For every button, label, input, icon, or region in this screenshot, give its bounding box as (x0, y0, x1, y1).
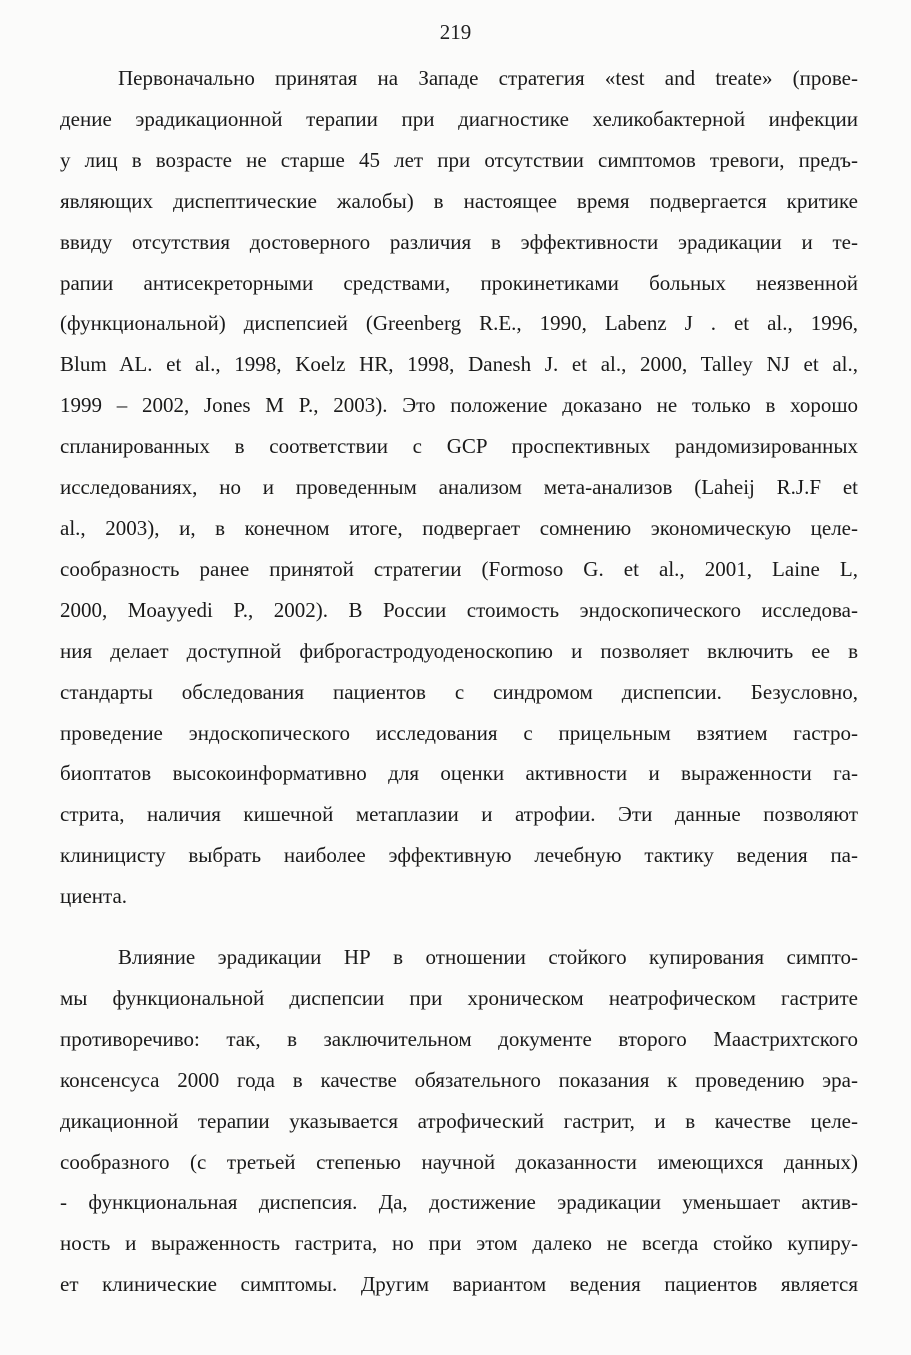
text-line: противоречиво: так, в заключительном документе второго Маастрихтского (60, 1026, 858, 1051)
text-line: проведение эндоскопического исследования с прицельным взятием гастро- (60, 720, 858, 745)
text-line: ность и выраженность гастрита, но при этом далеко не всегда стойко купиру- (60, 1231, 858, 1256)
text-line: - функциональная диспепсия. Да, достижение эрадикации уменьшает актив- (60, 1190, 858, 1215)
text-line: исследованиях, но и проведенным анализом мета-анализов (Laheij R.J.F et (60, 475, 858, 500)
text-line: являющих диспептические жалобы) в настоящее время подвергается критике (60, 188, 858, 213)
text-line: ния делает доступной фиброгастродуоденоскопию и позволяет включить ее в (60, 638, 858, 663)
text-line: Blum AL. et al., 1998, Koelz HR, 1998, Danesh J. et al., 2000, Talley NJ et al., (60, 352, 858, 377)
text-line: (функциональной) диспепсией (Greenberg R.E., 1990, Labenz J . et al., 1996, (60, 311, 858, 336)
text-line: мы функциональной диспепсии при хроническом неатрофическом гастрите (60, 985, 858, 1010)
text-line: ввиду отсутствия достоверного различия в эффективности эрадикации и те- (60, 229, 858, 254)
text-line: Влияние эрадикации НР в отношении стойкого купирования симпто- (118, 945, 858, 969)
text-line: 1999 – 2002, Jones M P., 2003). Это положение доказано не только в хорошо (60, 393, 858, 418)
page-number: 219 (439, 20, 472, 44)
text-line: Первоначально принятая на Западе стратегия «test and treate» (прове- (118, 66, 858, 90)
text-line: сообразного (с третьей степенью научной доказанности имеющихся данных) (60, 1149, 858, 1174)
text-line: консенсуса 2000 года в качестве обязательного показания к проведению эра- (60, 1067, 858, 1092)
text-line: у лиц в возрасте не старше 45 лет при отсутствии симптомов тревоги, предъ- (60, 147, 858, 172)
text-line: стрита, наличия кишечной метаплазии и атрофии. Эти данные позволяют (60, 802, 858, 827)
paragraph-2 (60, 937, 858, 1305)
text-line: сообразность ранее принятой стратегии (Formoso G. et al., 2001, Laine L, (60, 556, 858, 581)
paragraph-1 (60, 58, 858, 917)
text-line: циента. (60, 884, 128, 909)
text-line: спланированных в соответствии с GCP проспективных рандомизированных (60, 434, 858, 459)
text-line: стандарты обследования пациентов с синдромом диспепсии. Безусловно, (60, 679, 858, 704)
text-line: al., 2003), и, в конечном итоге, подвергает сомнению экономическую целе- (60, 515, 858, 540)
text-line: биоптатов высокоинформативно для оценки активности и выраженности га- (60, 761, 858, 786)
text-line: клиницисту выбрать наиболее эффективную лечебную тактику ведения па- (60, 843, 858, 868)
text-line: ет клинические симптомы. Другим вариантом ведения пациентов является (60, 1272, 858, 1297)
text-line: рапии антисекреторными средствами, прокинетиками больных неязвенной (60, 270, 858, 295)
text-line: 2000, Moayyedi P., 2002). В России стоимость эндоскопического исследова- (60, 597, 858, 622)
text-line: дение эрадикационной терапии при диагностике хеликобактерной инфекции (60, 106, 858, 131)
text-line: дикационной терапии указывается атрофический гастрит, и в качестве целе- (60, 1108, 858, 1133)
